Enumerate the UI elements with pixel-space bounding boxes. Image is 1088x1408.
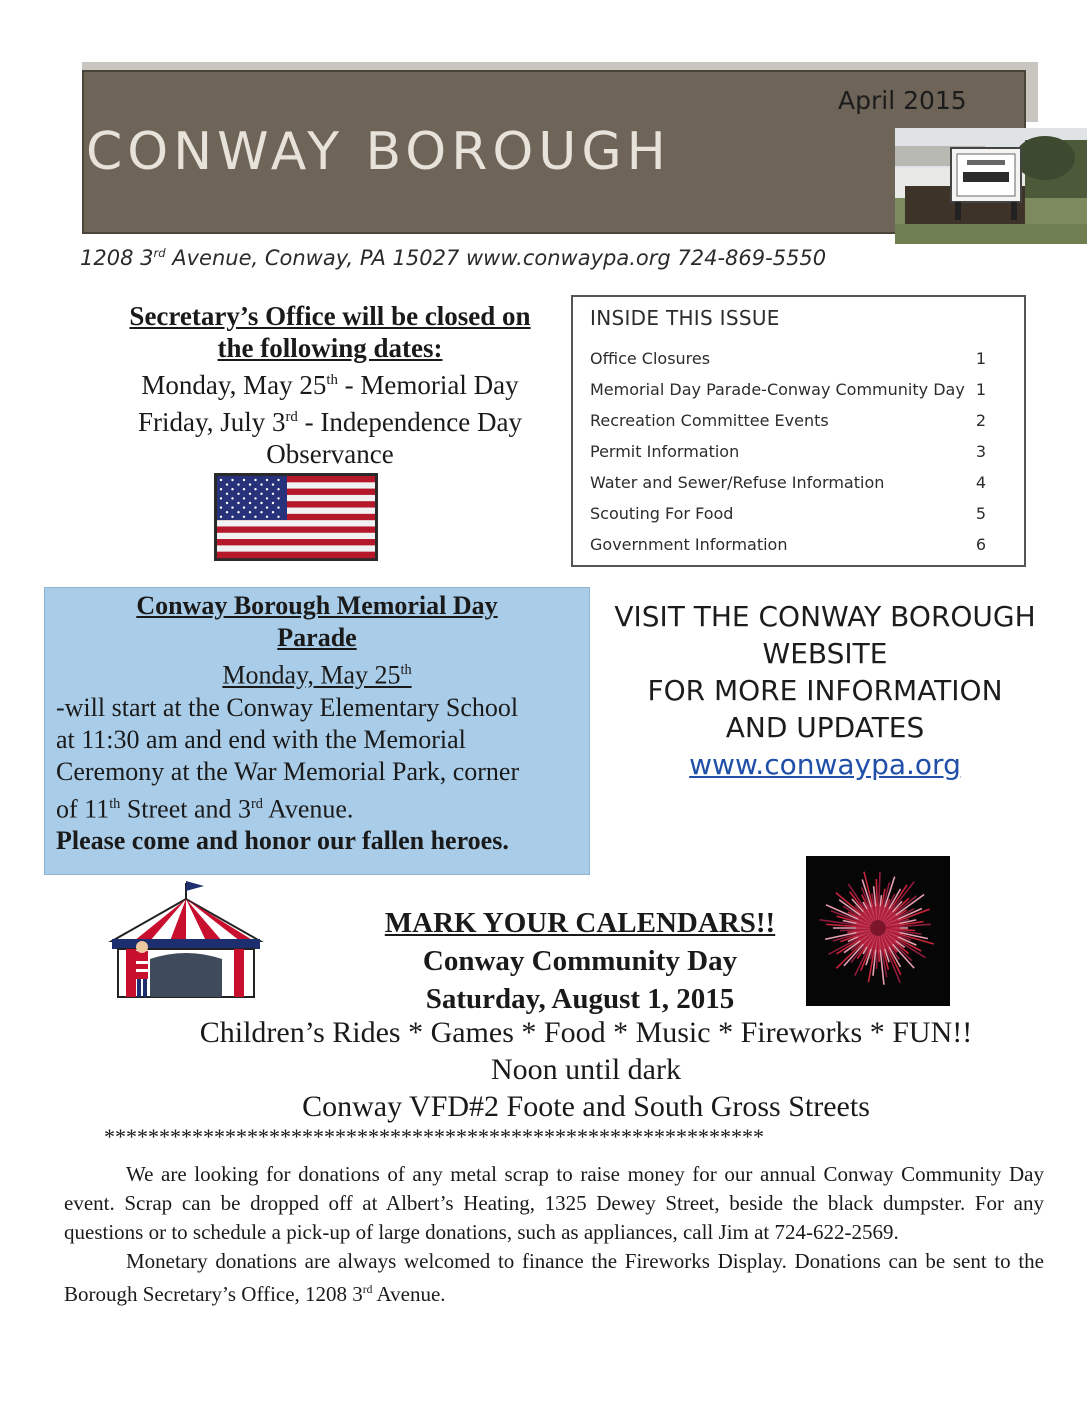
community-day-activities: Children’s Rides * Games * Food * Music * Fireworks * FUN!!: [199, 1016, 973, 1049]
promo-line-2: WEBSITE: [762, 637, 888, 670]
closures-heading-1: Secretary’s Office will be closed on: [129, 301, 531, 331]
toc-title: INSIDE THIS ISSUE: [590, 306, 780, 330]
parade-date-text: Monday, May 25: [222, 660, 401, 690]
parade-date-sup: th: [400, 662, 412, 678]
toc-item-page: 1: [975, 380, 986, 399]
website-link[interactable]: www.conwaypa.org: [689, 748, 961, 781]
donations-paragraph-1: We are looking for donations of any metal scrap to raise money for our annual Conway Community Day event. Scrap can be dropped off at Albert’s Heating, 1325 Dewey Street, beside the black dumpster. For any questions or to schedule a pick-up of large donations, such as appliances, call Jim at 724-622-2569.: [64, 1162, 1044, 1244]
toc-item: [590, 442, 986, 461]
toc-item-page: 4: [975, 473, 986, 492]
parade-title: [56, 590, 578, 654]
closure-date-1-sup: th: [326, 372, 338, 388]
welcome-sign-photo: [895, 128, 1087, 244]
closures-heading-2: the following dates:: [217, 333, 443, 363]
parade-body-4a: of 11: [56, 794, 110, 824]
parade-body-line-4: [56, 788, 578, 826]
parade-closing: Please come and honor our fallen heroes.: [56, 826, 509, 856]
mark-calendars-heading: MARK YOUR CALENDARS!!: [384, 907, 776, 939]
donations-text: [64, 1160, 1044, 1309]
toc-item-label: Scouting For Food: [590, 504, 734, 523]
office-closures-notice: [70, 300, 590, 470]
toc-item-page: 5: [975, 504, 986, 523]
donations-paragraph-2-sup: rd: [362, 1284, 373, 1296]
contact-line: [80, 246, 826, 270]
toc-item: [590, 349, 986, 368]
parade-title-line-1: Conway Borough Memorial Day: [136, 591, 498, 620]
parade-body-4b: Street and 3: [120, 794, 252, 824]
closure-reason-1: - Memorial Day: [337, 370, 519, 400]
parade-body-line-3: Ceremony at the War Memorial Park, corner: [56, 756, 520, 786]
promo-line-4: AND UPDATES: [725, 711, 925, 744]
donations-paragraph-2-end: Avenue.: [372, 1282, 446, 1306]
inside-this-issue-box: [571, 295, 1026, 567]
toc-item-label: Permit Information: [590, 442, 740, 461]
parade-body-4-sup2: rd: [251, 795, 263, 812]
issue-date: April 2015: [838, 86, 967, 115]
toc-item-label: Water and Sewer/Refuse Information: [590, 473, 885, 492]
parade-body-4c: Avenue.: [262, 794, 354, 824]
community-day-location: Conway VFD#2 Foote and South Gross Streets: [302, 1090, 870, 1123]
toc-item-page: 3: [975, 442, 986, 461]
closure-date-2-sup: rd: [285, 409, 298, 425]
toc-item-page: 2: [975, 411, 986, 430]
donations-paragraph-2: [64, 1247, 1044, 1309]
toc-item-label: Government Information: [590, 535, 788, 554]
newsletter-title: CONWAY BOROUGH: [86, 122, 671, 182]
parade-body-line-1: -will start at the Conway Elementary School: [56, 692, 519, 722]
toc-item-label: Memorial Day Parade-Conway Community Day: [590, 380, 965, 399]
closure-reason-2: - Independence Day: [297, 407, 522, 437]
closure-date-1: Monday, May 25: [141, 370, 327, 400]
american-flag-image: [214, 473, 378, 561]
toc-item: [590, 380, 986, 399]
closure-independence-day: [70, 401, 590, 438]
community-day-time: Noon until dark: [491, 1053, 681, 1086]
address-superscript: rd: [153, 246, 166, 260]
address-contact-rest: Avenue, Conway, PA 15027 www.conwaypa.org 724-869-5550: [165, 246, 827, 270]
toc-item-label: Office Closures: [590, 349, 711, 368]
address-text: 1208 3: [80, 246, 154, 270]
closure-date-2: Friday, July 3: [137, 407, 286, 437]
community-day-title: Conway Community Day: [422, 945, 738, 977]
toc-item-page: 6: [975, 535, 986, 554]
community-day-date: Saturday, August 1, 2015: [425, 983, 735, 1015]
website-promo: [592, 598, 1058, 783]
toc-item: [590, 473, 986, 492]
promo-line-3: FOR MORE INFORMATION: [647, 674, 1003, 707]
closure-observance: Observance: [266, 439, 394, 469]
donations-paragraph-2-text: Monetary donations are always welcomed to finance the Fireworks Display. Donations can be sent to the Borough Secretary’s Office, 1208 3: [64, 1249, 1044, 1306]
parade-date: [56, 654, 578, 692]
parade-body-4-sup1: th: [109, 795, 121, 812]
toc-item-label: Recreation Committee Events: [590, 411, 829, 430]
asterisk-divider: ************************************************************: [104, 1124, 764, 1149]
toc-item: [590, 411, 986, 430]
parade-body-line-2: at 11:30 am and end with the Memorial: [56, 724, 466, 754]
toc-item: [590, 535, 986, 554]
toc-item-page: 1: [975, 349, 986, 368]
parade-text: [56, 590, 578, 857]
promo-line-1: VISIT THE CONWAY BOROUGH: [614, 600, 1036, 633]
parade-title-line-2: Parade: [277, 623, 357, 652]
toc-item: [590, 504, 986, 523]
closure-memorial-day: [70, 364, 590, 401]
community-day-announcement: [300, 904, 860, 1018]
community-day-details: [40, 1014, 1088, 1125]
circus-tent-image: [104, 877, 264, 1003]
